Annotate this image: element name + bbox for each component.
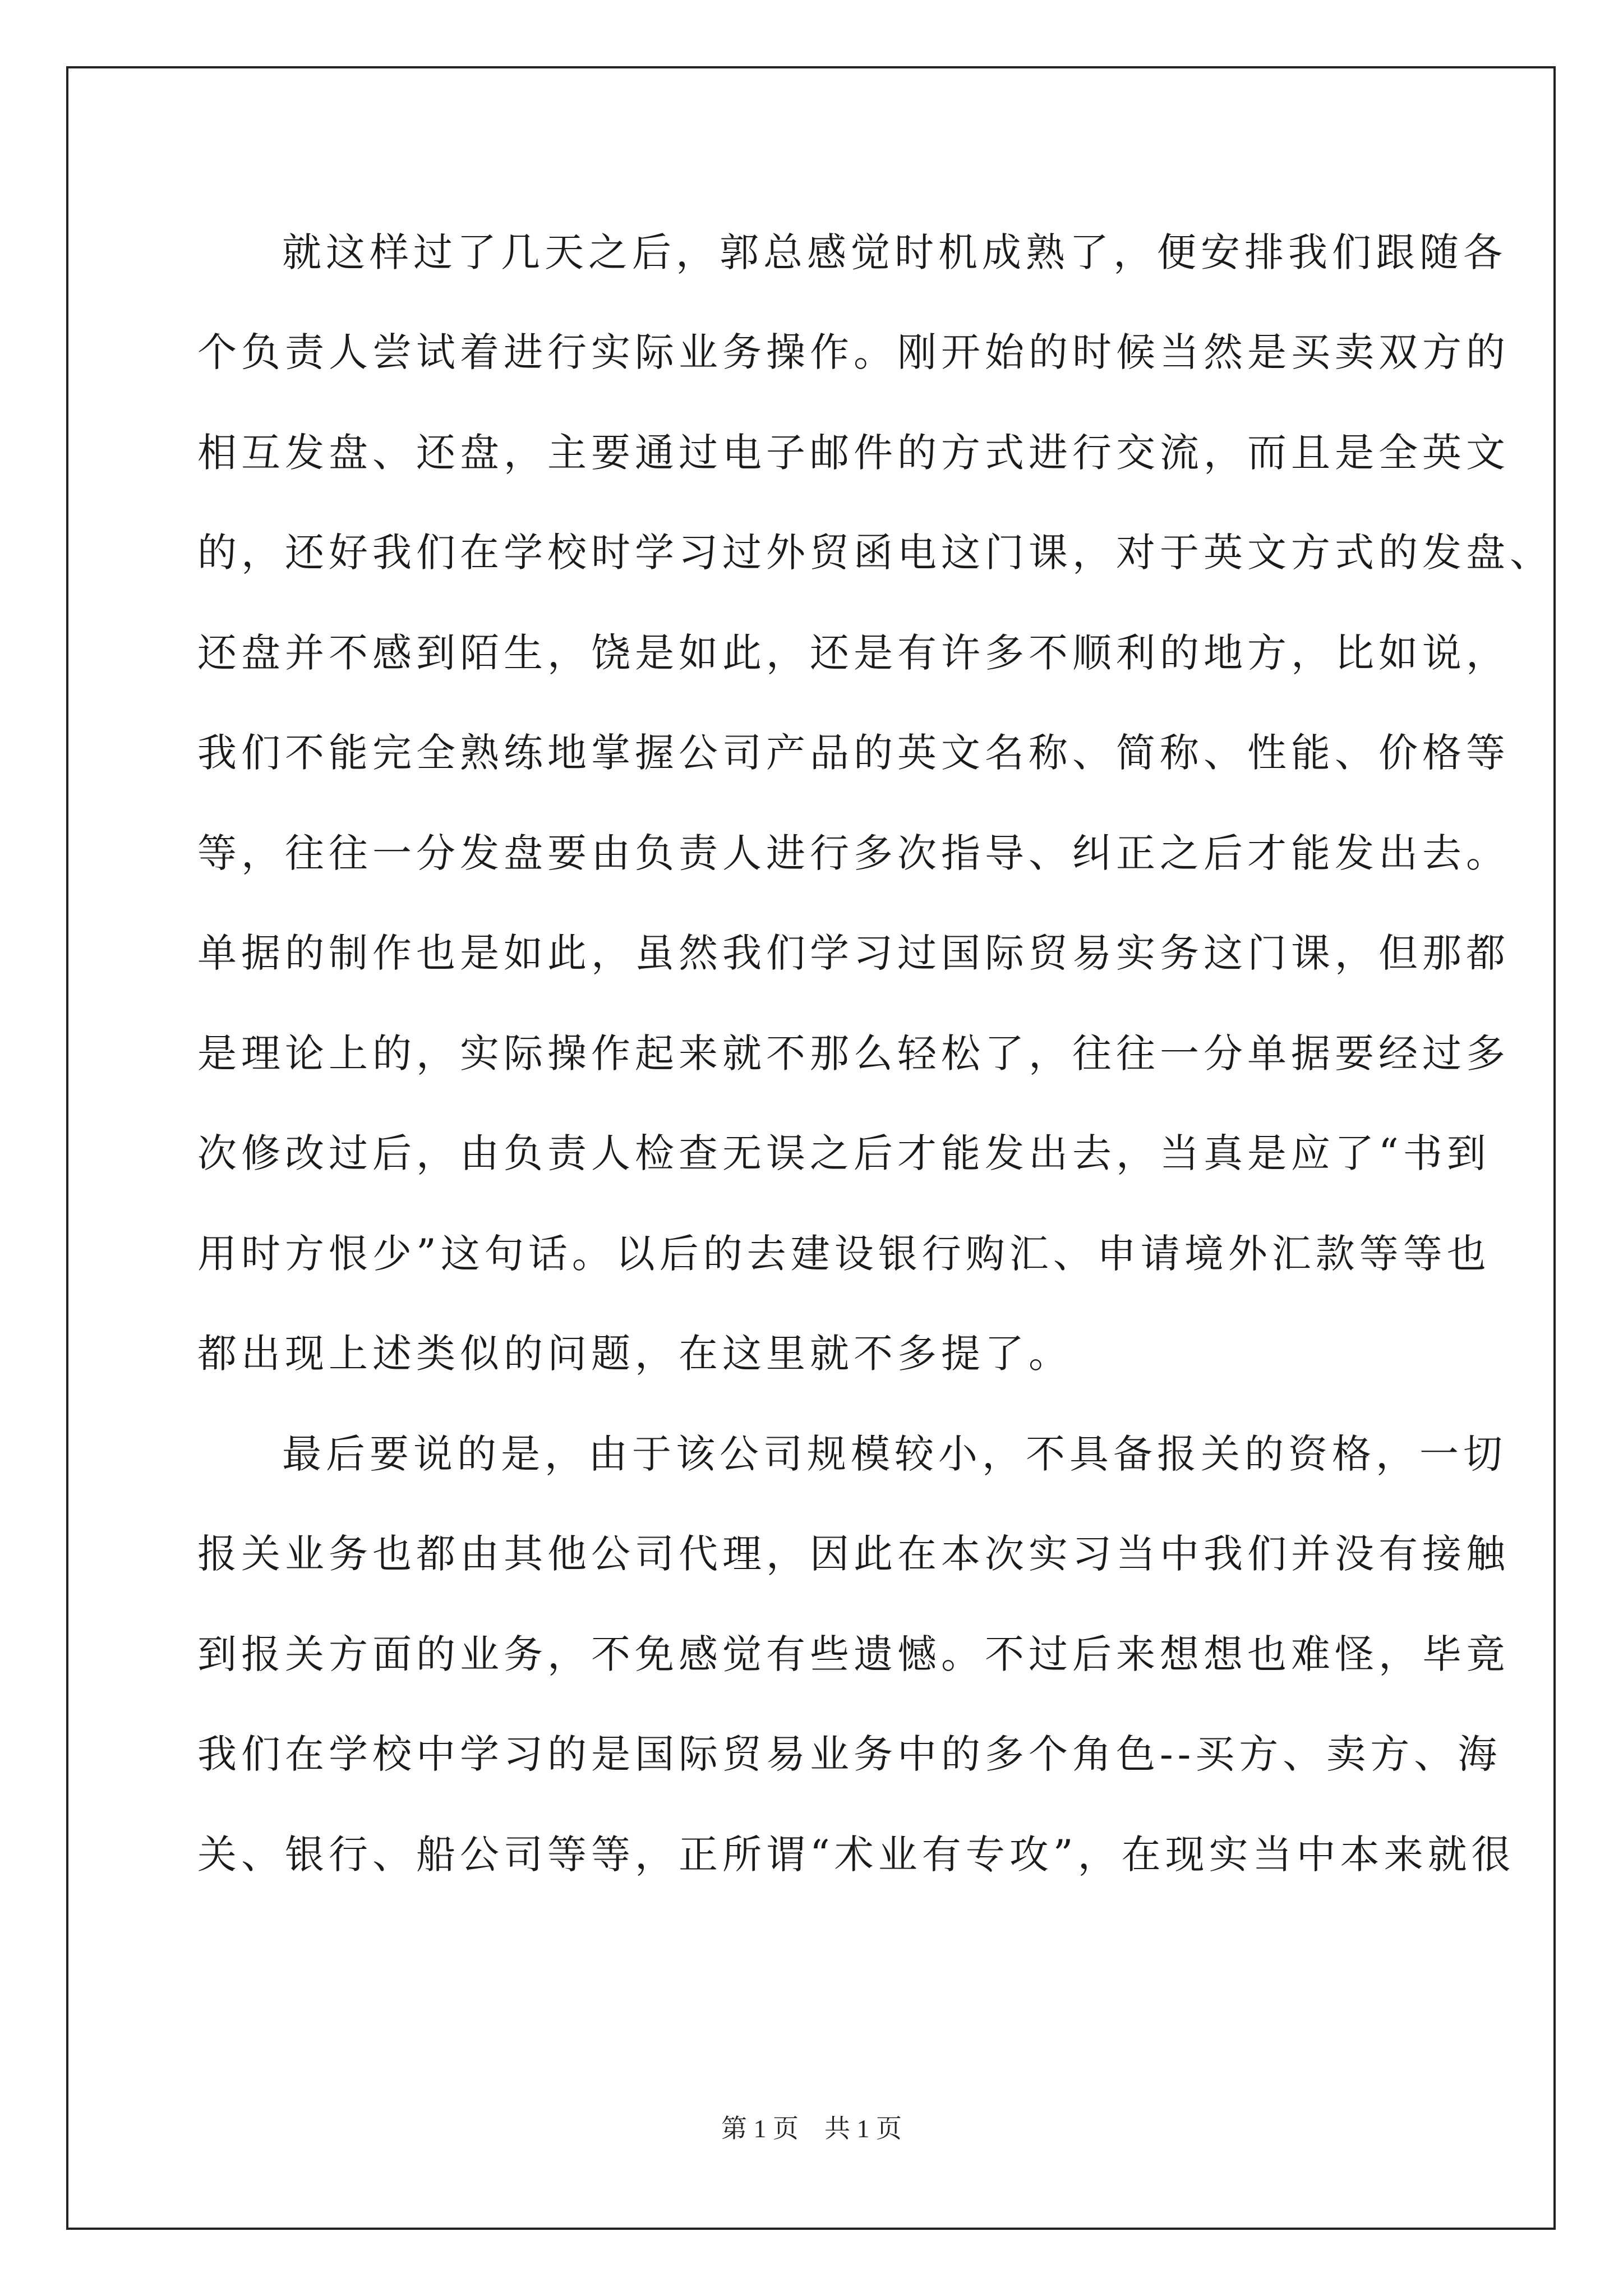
text-line: 到报关方面的业务，不免感觉有些遗憾。不过后来想想也难怪，毕竟 xyxy=(197,1631,1510,1677)
text-line: 是理论上的，实际操作起来就不那么轻松了，往往一分单据要经过多 xyxy=(197,1030,1510,1076)
text-line: 个负责人尝试着进行实际业务操作。刚开始的时候当然是买卖双方的 xyxy=(197,329,1510,375)
text-line: 报关业务也都由其他公司代理，因此在本次实习当中我们并没有接触 xyxy=(197,1531,1510,1577)
text-line: 我们在学校中学习的是国际贸易业务中的多个角色--买方、卖方、海 xyxy=(197,1731,1502,1777)
text-line: 我们不能完全熟练地掌握公司产品的英文名称、简称、性能、价格等 xyxy=(197,730,1510,776)
text-line: 用时方恨少”这句话。以后的去建设银行购汇、申请境外汇款等等也 xyxy=(197,1231,1491,1277)
text-line: 次修改过后，由负责人检查无误之后才能发出去，当真是应了“书到 xyxy=(197,1130,1491,1176)
text-line: 关、银行、船公司等等，正所谓“术业有专攻”，在现实当中本来就很 xyxy=(197,1832,1515,1878)
text-line: 相互发盘、还盘，主要通过电子邮件的方式进行交流，而且是全英文 xyxy=(197,430,1510,476)
text-line: 等，往往一分发盘要由负责人进行多次指导、纠正之后才能发出去。 xyxy=(197,830,1510,876)
text-line: 还盘并不感到陌生，饶是如此，还是有许多不顺利的地方，比如说， xyxy=(197,630,1510,676)
text-line: 的，还好我们在学校时学习过外贸函电这门课，对于英文方式的发盘、 xyxy=(197,530,1553,576)
text-line: 最后要说的是，由于该公司规模较小，不具备报关的资格，一切 xyxy=(282,1431,1507,1477)
text-line: 都出现上述类似的问题，在这里就不多提了。 xyxy=(197,1331,1072,1377)
text-line: 单据的制作也是如此，虽然我们学习过国际贸易实务这门课，但那都 xyxy=(197,930,1510,976)
page-footer: 第 1 页 共 1 页 xyxy=(721,2114,902,2143)
text-line: 就这样过了几天之后，郭总感觉时机成熟了，便安排我们跟随各 xyxy=(282,229,1507,275)
